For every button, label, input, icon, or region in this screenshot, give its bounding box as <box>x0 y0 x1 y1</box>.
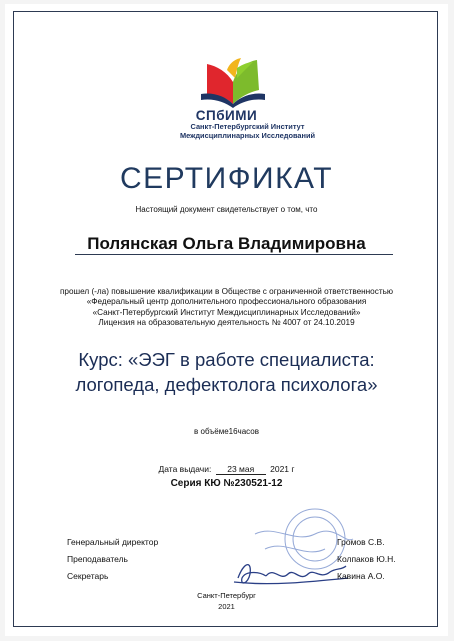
body-line-2: «Федеральный центр дополнительного профессионального образования <box>86 297 367 307</box>
brand-full-line1: Санкт-Петербургский Институт <box>190 122 305 131</box>
name-underline <box>75 254 393 255</box>
course-title <box>5 347 448 397</box>
body-line-1: прошел (-ла) повышение квалификации в Обществе с ограниченной ответственностью <box>60 287 393 296</box>
brand-abbreviation: СПбИМИ <box>195 108 258 123</box>
role-teacher: Преподаватель <box>67 554 128 564</box>
brand-full-line2: Междисциплинарных Исследований <box>179 130 316 140</box>
issue-label: Дата выдачи: <box>158 464 212 474</box>
signature-icon <box>230 552 350 592</box>
issue-date-row <box>5 464 448 475</box>
person-teacher: Колпаков Ю.Н. <box>337 554 396 564</box>
brand-full-name <box>5 123 448 140</box>
recipient-name: Полянская Ольга Владимировна <box>87 234 366 253</box>
body-line-3: «Санкт-Петербургский Институт Междисциплинарных Исследований» <box>92 307 361 317</box>
person-director: Громов С.В. <box>337 537 385 547</box>
course-volume: в объёме16часов <box>194 427 259 436</box>
person-secretary: Кавина А.О. <box>337 571 385 581</box>
certificate-title: СЕРТИФИКАТ <box>119 162 334 195</box>
qualification-text <box>5 287 448 329</box>
role-secretary: Секретарь <box>67 571 109 581</box>
course-line-1: Курс: «ЭЭГ в работе специалиста: <box>78 349 375 370</box>
book-logo-icon <box>197 56 269 108</box>
footer-city: Санкт-Петербург <box>197 591 256 600</box>
issue-date: 23 мая <box>216 464 266 475</box>
issue-year: 2021 г <box>270 464 295 474</box>
intro-text: Настоящий документ свидетельствует о том, что <box>135 205 318 214</box>
certificate-sheet <box>5 4 448 636</box>
course-line-2: логопеда, дефектолога психолога» <box>75 374 378 395</box>
body-line-4: Лицензия на образовательную деятельность № 4007 от 24.10.2019 <box>98 318 355 328</box>
role-director: Генеральный директор <box>67 537 159 547</box>
series-number: Серия КЮ №230521-12 <box>170 478 283 489</box>
footer-year: 2021 <box>218 602 235 611</box>
